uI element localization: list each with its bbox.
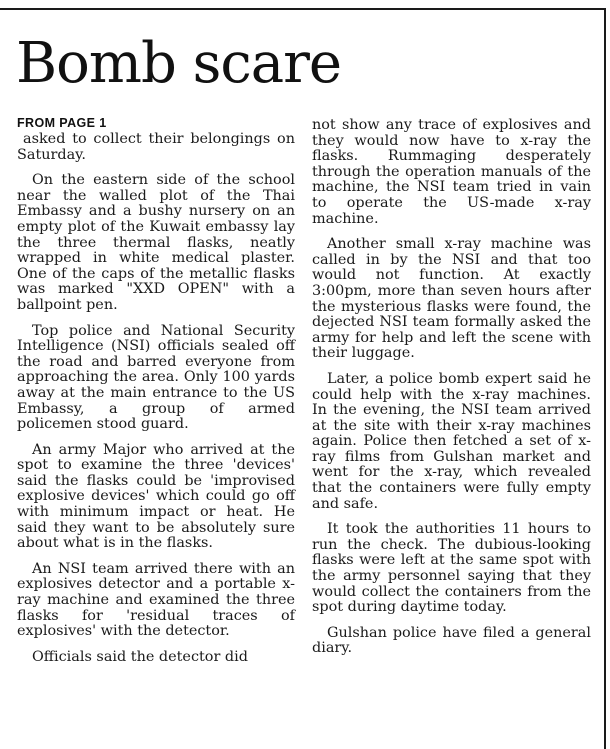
headline: Bomb scare <box>16 31 342 96</box>
paragraph: On the eastern side of the school near the walled plot of the Thai Embassy and a bushy nursery on an empty plot of the Kuwait embassy lay the three thermal flasks, neatly wrapped in white medical plaster. One of the caps of the metallic flasks was marked "XXD OPEN" with a ballpoint pen. <box>17 172 295 313</box>
paragraph: It took the authorities 11 hours to run the check. The dubious-looking flasks were left at the same spot with the army personnel saying that they would collect the containers from the spot during daytime today. <box>312 521 591 616</box>
paragraph: An army Major who arrived at the spot to examine the three 'devices' said the flasks could be 'improvised explosive devices' which could go off with minimum impact or heat. He said they want to be absolutely sure about what is in the flasks. <box>17 441 295 552</box>
kicker-from-page-1: FROM PAGE 1 <box>17 116 107 130</box>
paragraph: not show any trace of explosives and they would now have to x-ray the flasks. Rummaging desperately through the operation manuals of the machine, the NSI team tried in vain to operate the US-made x-ray machine. <box>312 117 591 227</box>
paragraph: Gulshan police have filed a general diary. <box>312 624 591 657</box>
right-column <box>312 118 591 657</box>
paragraph: asked to collect their belongings on Saturday. <box>17 131 295 163</box>
paragraph: Another small x-ray machine was called in by the NSI and that too would not function. At exactly 3:00pm, more than seven hours after the mysterious flasks were found, the dejected NSI team formally asked the army for help and left the scene with their luggage. <box>312 236 591 362</box>
top-rule <box>0 8 606 10</box>
paragraph: Top police and National Security Intelligence (NSI) officials sealed off the road and barred everyone from approaching the area. Only 100 yards away at the main entrance to the US Embassy, a group of armed policemen stood guard. <box>17 322 295 433</box>
left-column <box>17 116 295 665</box>
paragraph: Later, a police bomb expert said he could help with the x-ray machines. In the evening, the NSI team arrived at the site with their x-ray machines again. Police then fetched a set of x-ray films from Gulshan market and went for the x-ray, which revealed that the containers were fully empty and safe. <box>312 370 591 512</box>
right-rule <box>604 8 606 749</box>
paragraph: Officials said the detector did <box>32 648 248 665</box>
paragraph: An NSI team arrived there with an explosives detector and a portable x-ray machine and examined the three flasks for 'residual traces of explosives' with the detector. <box>17 560 295 640</box>
